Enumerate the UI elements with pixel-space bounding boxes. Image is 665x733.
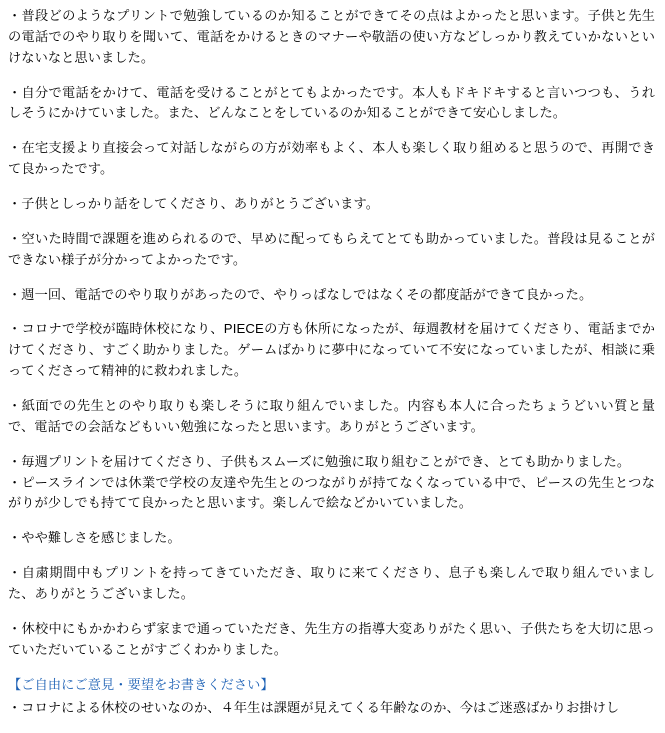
comment-item: ・自粛期間中もプリントを持ってきていただき、取りに来てくださり、息子も楽しんで取り組んでいました、ありがとうございました。 [8,565,655,602]
comment-item: ・空いた時間で課題を進められるので、早めに配ってもらえてとても助かっていました。普段は見ることができない様子が分かってよかったです。 [8,230,655,267]
comment-item: ・休校中にもかかわらず家まで通っていただき、先生方の指導大変ありがたく思い、子供たちを大切に思っていただいていることがすごくわかりました。 [8,620,655,657]
section-heading: 【ご自由にご意見・要望をお書きください】 [8,676,274,692]
comment-item: ・在宅支援より直接会って対話しながらの方が効率もよく、本人も楽しく取り組めると思うので、再開できて良かったです。 [8,140,655,177]
comment-item: ・普段どのようなプリントで勉強しているのか知ることができてその点はよかったと思います。子供と先生の電話でのやり取りを聞いて、電話をかけるときのマナーや敬語の使い方などしっかり教えていかないといけないなと思いました。 [8,8,655,65]
comment-item: ・ピースラインでは休業で学校の友達や先生とのつながりが持てなくなっている中で、ピースの先生とつながりが少しでも持てて良かったと思います。楽しんで絵などかいていました。 [8,474,655,511]
trailing-comment: ・コロナによる休校のせいなのか、４年生は課題が見えてくる年齢なのか、今はご迷惑ばかりお掛けし [8,700,620,716]
comment-item: ・子供としっかり話をしてくださり、ありがとうございます。 [8,196,379,212]
comment-item: ・週一回、電話でのやり取りがあったので、やりっぱなしではなくその都度話ができて良かった。 [8,286,593,302]
comment-item: ・毎週プリントを届けてくださり、子供もスムーズに勉強に取り組むことができ、とても助かりました。 [8,453,631,469]
comment-item: ・やや難しさを感じました。 [8,530,181,546]
comment-item: ・紙面での先生とのやり取りも楽しそうに取り組んでいました。内容も本人に合ったちょうどいい質と量で、電話での会話などもいい勉強になったと思います。ありがとうございます。 [8,398,655,434]
comment-item: ・自分で電話をかけて、電話を受けることがとてもよかったです。本人もドキドキすると言いつつも、うれしそうにかけていました。また、どんなことをしているのか知ることができて安心しました。 [8,84,655,121]
comment-item: ・コロナで学校が臨時休校になり、PIECEの方も休所になったが、毎週教材を届けてくださり、電話までかけてくださり、すごく助かりました。ゲームばかりに夢中になっていて不安になっていましたが、相談に乗ってくださって精神的に救われました。 [8,321,655,379]
